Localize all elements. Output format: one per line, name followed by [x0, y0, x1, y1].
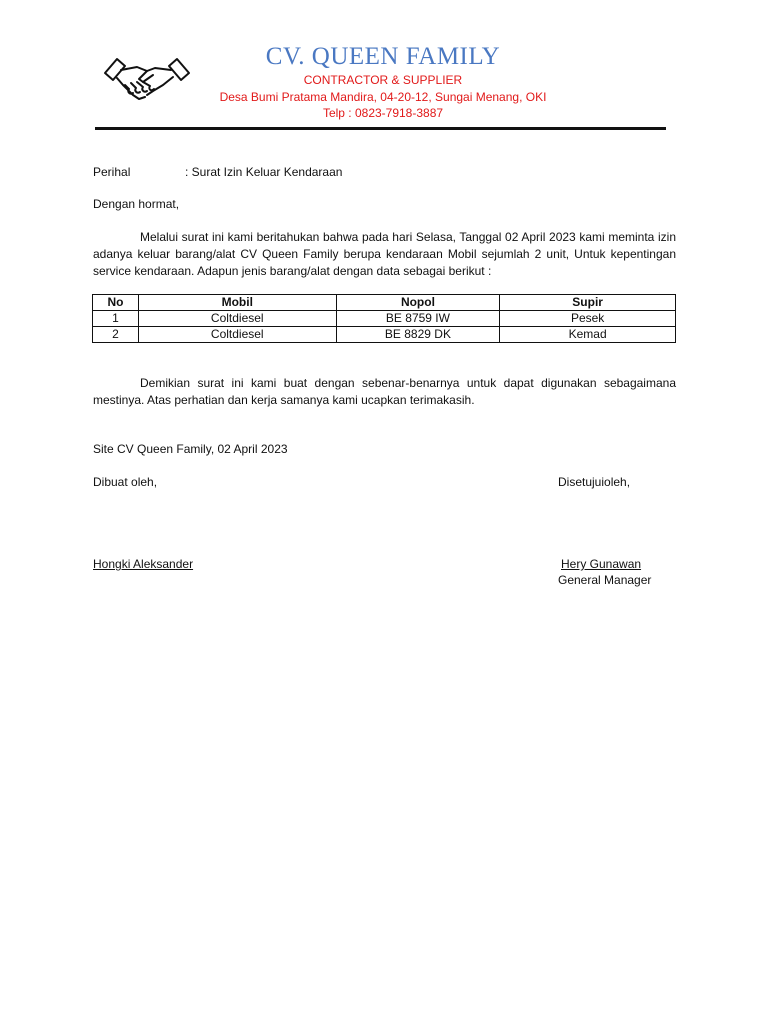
place-date: Site CV Queen Family, 02 April 2023	[93, 442, 288, 456]
subject-label: Perihal	[93, 165, 131, 179]
approved-by-label: Disetujuioleh,	[558, 475, 631, 489]
body-paragraph: Melalui surat ini kami beritahukan bahwa pada hari Selasa, Tanggal 02 April 2023 kami meminta izin adanya keluar barang/alat CV Queen Family berupa kendaraan Mobil sejumlah 2 unit, Untuk kepentingan service kendaraan. Adapun jenis barang/alat dengan data sebagai berikut :	[93, 230, 676, 278]
approver-title: General Manager	[558, 573, 652, 587]
table-row	[93, 311, 676, 327]
table-row	[93, 327, 676, 343]
cell-no: 2	[93, 327, 139, 343]
table-header-row	[93, 295, 676, 311]
vehicle-table	[92, 294, 676, 343]
company-phone: Telp : 0823-7918-3887	[322, 106, 444, 120]
cell-nopol: BE 8829 DK	[336, 327, 500, 343]
greeting: Dengan hormat,	[93, 197, 180, 211]
letterhead-divider	[95, 127, 666, 130]
column-header-no: No	[93, 295, 139, 311]
cell-supir: Pesek	[500, 311, 676, 327]
column-header-mobil: Mobil	[138, 295, 336, 311]
maker-name: Hongki Aleksander	[93, 557, 194, 571]
handshake-icon	[103, 55, 191, 105]
cell-nopol: BE 8759 IW	[336, 311, 500, 327]
approver-name: Hery Gunawan	[561, 557, 642, 571]
cell-supir: Kemad	[500, 327, 676, 343]
column-header-nopol: Nopol	[336, 295, 500, 311]
cell-no: 1	[93, 311, 139, 327]
cell-mobil: Coltdiesel	[138, 327, 336, 343]
made-by-label: Dibuat oleh,	[93, 475, 158, 489]
column-header-supir: Supir	[500, 295, 676, 311]
subject-value: : Surat Izin Keluar Kendaraan	[185, 165, 343, 179]
cell-mobil: Coltdiesel	[138, 311, 336, 327]
company-name: CV. QUEEN FAMILY	[265, 43, 501, 70]
closing-paragraph: Demikian surat ini kami buat dengan sebenar-benarnya untuk dapat digunakan sebagaimana mestinya. Atas perhatian dan kerja samanya kami ucapkan terimakasih.	[93, 376, 676, 407]
company-address: Desa Bumi Pratama Mandira, 04-20-12, Sungai Menang, OKI	[219, 90, 547, 104]
company-tagline: CONTRACTOR & SUPPLIER	[303, 73, 463, 87]
